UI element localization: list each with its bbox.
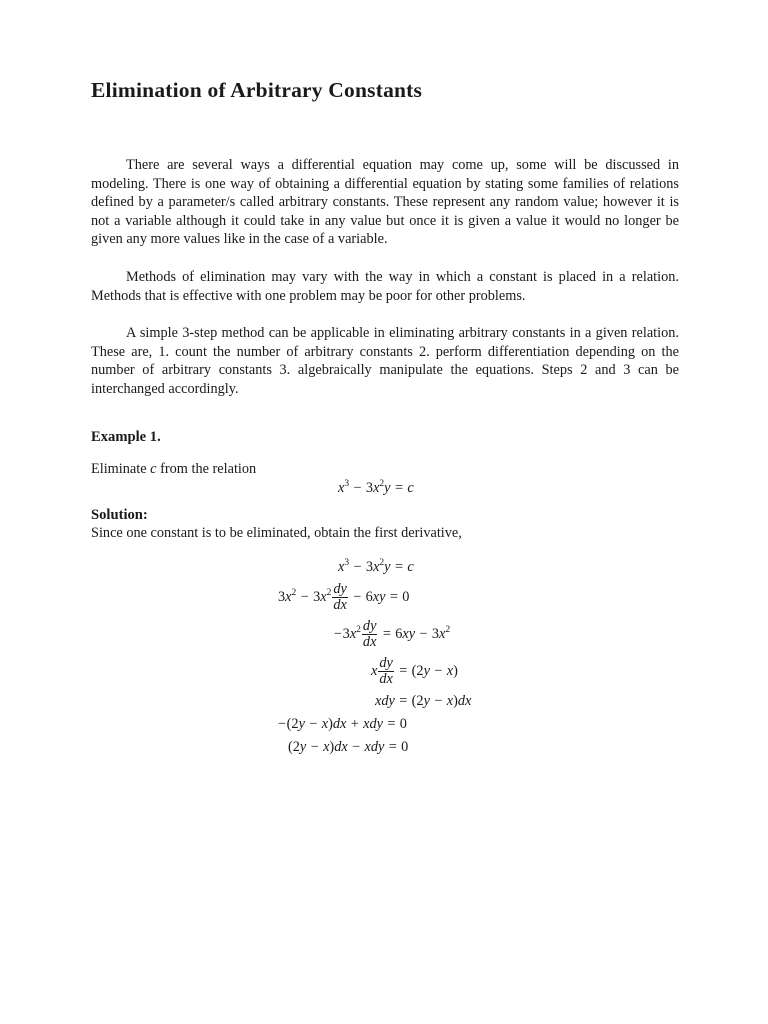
page-title: Elimination of Arbitrary Constants (91, 78, 423, 102)
derivation-line-6: −(2y − x)dx + xdy = 0 (277, 716, 407, 732)
solution-heading: Solution: (91, 507, 148, 523)
fraction-dy-dx: $\frac{dy}{dx}$ (362, 618, 377, 650)
derivation-line-1: $x^3 - 3x^2y = c$ (338, 558, 414, 575)
paragraph-steps: A simple 3-step method can be applicable in eliminating arbitrary constants in a given relation. These are, 1. count the number of arbitrary constants 2. perform differentiation depending on the number of arbitrary constants 3. algebraically manipulate the equations. Steps 2 and 3 can be interchanged accordingly. (91, 325, 679, 397)
derivation-line-2: $3x^2 - 3x^2$ $\frac{dy}{dx}$ − 6xy = 0 (278, 581, 410, 613)
relation-equation: $x^3 - 3x^2y = c$ (338, 479, 414, 496)
paragraph-intro: There are several ways a differential equation may come up, some will be discussed in modeling. There is one way of obtaining a differential equation by stating some families of relations defined by a parameter/s called arbitrary constants. These represent any random value; however it is not a variable although it could take in any value but once it is given a value it would no longer be given any more values like in the case of a variable. (91, 157, 679, 248)
derivation-line-5: xdy = (2y − x)dx (375, 693, 472, 709)
paragraph-methods: Methods of elimination may vary with the way in which a constant is placed in a relation. Methods that is effective with one problem may be poor for other problems. (91, 269, 679, 304)
example-heading: Example 1. (91, 429, 161, 445)
example-prompt (91, 461, 256, 478)
example-prompt-rest: from the relation (160, 461, 257, 477)
fraction-dy-dx: $\frac{dy}{dx}$ (333, 581, 347, 613)
derivation-line-4: x $\frac{dy}{dx}$ = (2y − x) (371, 655, 458, 687)
solution-intro: Since one constant is to be eliminated, obtain the first derivative, (91, 525, 462, 541)
derivation-line-3: $-3x^2$ $\frac{dy}{dx}$ = $6xy - 3x^2$ (333, 618, 451, 650)
example-prompt-text: Eliminate (91, 461, 147, 477)
derivation-line-7: (2y − x)dx − xdy = 0 (288, 739, 409, 755)
example-prompt-var: c (150, 461, 157, 477)
fraction-dy-dx: $\frac{dy}{dx}$ (379, 655, 393, 687)
